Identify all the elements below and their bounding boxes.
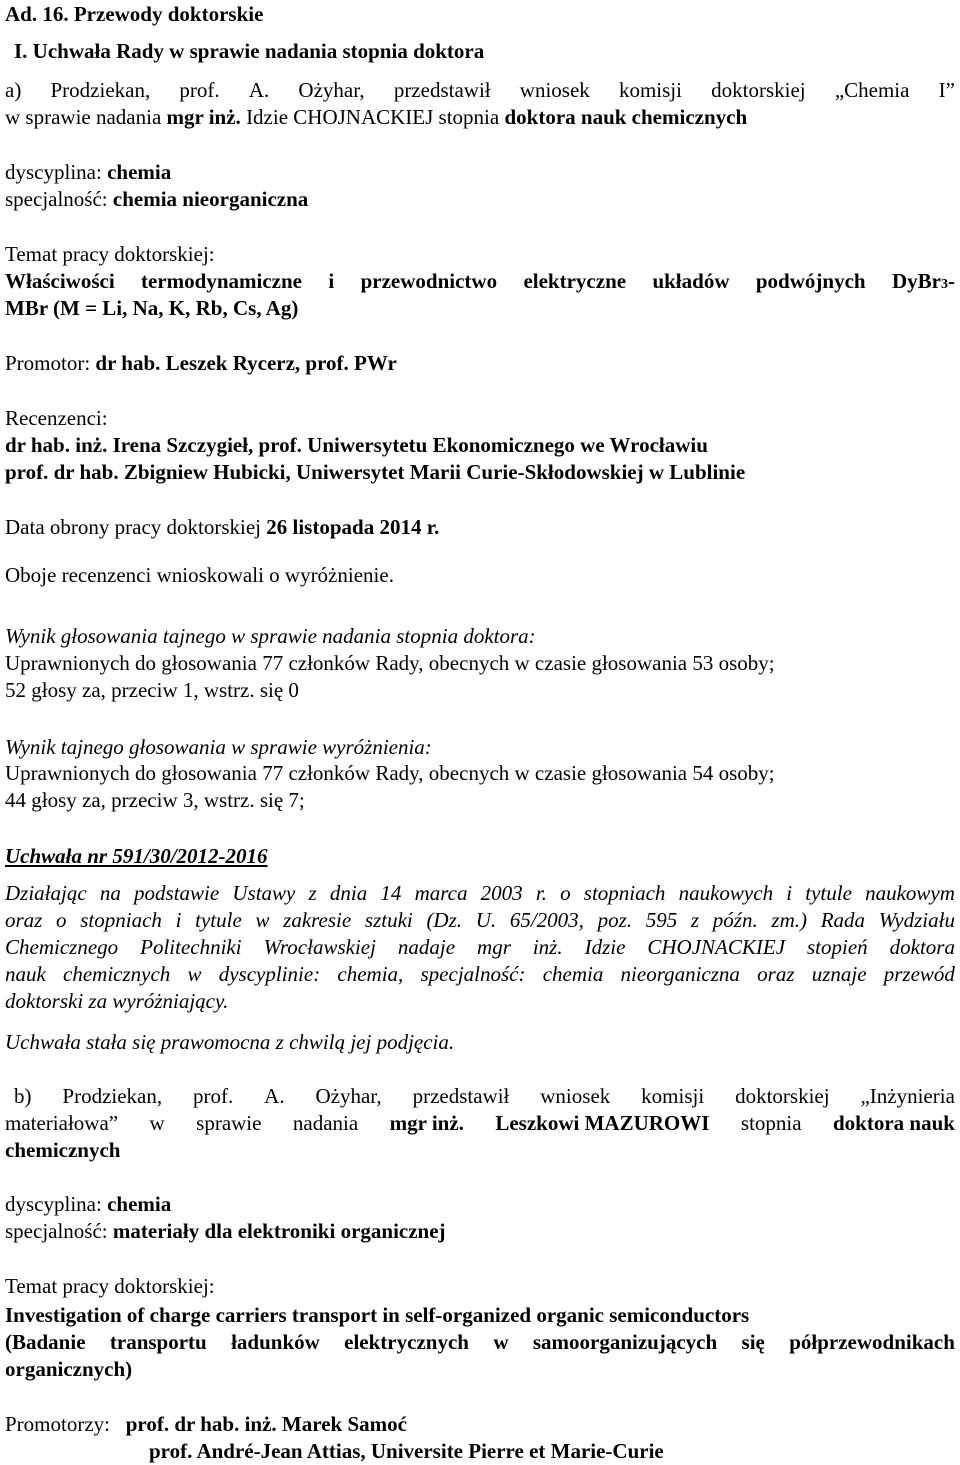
promotors-b: Promotorzy: prof. dr hab. inż. Marek Samoć (5, 1412, 407, 1436)
word: „Chemia (834, 78, 910, 102)
promotor-b-2: prof. André-Jean Attias, Universite Pierre et Marie-Curie (149, 1439, 664, 1463)
word: DyBr3- (891, 269, 955, 293)
word: 2003 (480, 881, 523, 905)
vote1-line1: Uprawnionych do głosowania 77 członków Rady, obecnych w czasie głosowania 53 osoby; (5, 651, 775, 675)
word: doktora nauk (833, 1111, 955, 1135)
vote2-line1: Uprawnionych do głosowania 77 członków Rady, obecnych w czasie głosowania 54 osoby; (5, 761, 775, 785)
word: 595 (645, 908, 678, 932)
word: w (149, 1111, 165, 1135)
discipline-b: dyscyplina: chemia (5, 1192, 172, 1216)
word: doktorskiej (711, 78, 806, 102)
word: Ustawy (232, 881, 296, 905)
topic-label-a: Temat pracy doktorskiej: (5, 242, 215, 266)
resolution-line3 (5, 934, 955, 960)
final-note: Uchwała stała się prawomocna z chwilą jej podjęcia. (5, 1030, 455, 1054)
word: Właściwości (5, 269, 115, 293)
word: Wydziału (878, 908, 955, 932)
word: układów (652, 269, 730, 293)
word: U. (475, 908, 497, 932)
specialty-b: specjalność: materiały dla elektroniki organicznej (5, 1219, 446, 1243)
section-title: I. Uchwała Rady w sprawie nadania stopnia doktora (14, 39, 485, 63)
word: A. (248, 78, 270, 102)
word: nadania (292, 1111, 359, 1135)
word: sztuki (364, 908, 413, 932)
specialty-a: specjalność: chemia nieorganiczna (5, 187, 309, 211)
word: ładunków (231, 1330, 320, 1354)
word: z (690, 908, 700, 932)
word: i (328, 269, 335, 293)
vote1-line2: 52 głosy za, przeciw 1, wstrz. się 0 (5, 678, 299, 702)
topic-a-line2: MBr (M = Li, Na, K, Rb, Cs, Ag) (5, 296, 299, 320)
word: uznaje (811, 962, 867, 986)
word: b) (14, 1084, 32, 1108)
topic-b-line3: organicznych) (5, 1357, 133, 1381)
topic-a-line1 (5, 268, 955, 298)
word: półprzewodnikach (789, 1330, 955, 1354)
word: poz. (597, 908, 633, 932)
word: Działając (5, 881, 87, 905)
word: termodynamiczne (141, 269, 302, 293)
word: mgr (477, 935, 511, 959)
word: samoorganizujących (532, 1330, 718, 1354)
word: nauk (5, 962, 46, 986)
word: CHOJNACKIEJ (647, 935, 786, 959)
word: i (175, 908, 182, 932)
word: A. (264, 1084, 285, 1108)
word: prof. (179, 78, 220, 102)
word: chemicznych (63, 962, 171, 986)
vote1-title: Wynik głosowania tajnego w sprawie nadania stopnia doktora: (5, 624, 536, 648)
word: (Badanie (5, 1330, 86, 1354)
word: transportu (109, 1330, 207, 1354)
word: naukowym (865, 881, 955, 905)
word: nieorganiczna (620, 962, 740, 986)
word: inż. (532, 935, 563, 959)
word: dyscyplinie: (218, 962, 321, 986)
reviewer-1: dr hab. inż. Irena Szczygieł, prof. Uniwersytetu Ekonomicznego we Wrocławiu (5, 433, 708, 457)
word: przedstawił (412, 1084, 510, 1108)
word: chemia, (337, 962, 404, 986)
word: elektryczne (523, 269, 627, 293)
vote2-line2: 44 głosy za, przeciw 3, wstrz. się 7; (5, 788, 305, 812)
resolution-line5: doktorski za wyróżniający. (5, 989, 229, 1013)
word: Ożyhar, (315, 1084, 382, 1108)
heading: Ad. 16. Przewody doktorskie (5, 2, 264, 26)
word: tytule (805, 881, 852, 905)
word: przedstawił (393, 78, 491, 102)
word: komisji (618, 78, 682, 102)
word: doktorskiej (735, 1084, 830, 1108)
word: mgr inż. (389, 1111, 464, 1135)
word: sprawie (196, 1111, 262, 1135)
word: marca (414, 881, 468, 905)
word: zakresie (283, 908, 352, 932)
word: w (187, 962, 202, 986)
word: Prodziekan, (62, 1084, 163, 1108)
resolution-line1 (5, 880, 955, 906)
word: chemia (542, 962, 604, 986)
word: elektrycznych (344, 1330, 469, 1354)
word: Ożyhar, (298, 78, 365, 102)
word: podstawie (134, 881, 220, 905)
word: podwójnych (755, 269, 866, 293)
word: oraz (5, 908, 43, 932)
word: Wrocławskiej (263, 935, 376, 959)
word: (Dz. (426, 908, 463, 932)
word: stopniach (583, 881, 666, 905)
discipline-a: dyscyplina: chemia (5, 160, 172, 184)
word: się (741, 1330, 765, 1354)
word: a) (5, 78, 22, 102)
topic-label-b: Temat pracy doktorskiej: (5, 1274, 215, 1298)
section-a-intro-line1 (5, 77, 955, 103)
word: doktora (889, 935, 955, 959)
word: r. (535, 881, 547, 905)
word: w (493, 1330, 509, 1354)
word: naukowych (678, 881, 774, 905)
subscript: 3 (940, 277, 948, 292)
word: przewód (883, 962, 955, 986)
word: materiałowa” (5, 1111, 119, 1135)
resolution-line2 (5, 907, 955, 933)
vote2-title: Wynik tajnego głosowania w sprawie wyróżnienia: (5, 735, 432, 759)
word: zm.) (771, 908, 808, 932)
word: wniosek (540, 1084, 611, 1108)
defense-date: Data obrony pracy doktorskiej 26 listopada 2014 r. (5, 515, 440, 539)
section-b-intro-line2 (5, 1110, 955, 1136)
word: wniosek (519, 78, 590, 102)
word: komisji (641, 1084, 705, 1108)
word: o (56, 908, 67, 932)
word: o (560, 881, 571, 905)
word: dnia (329, 881, 368, 905)
word: 14 (380, 881, 402, 905)
word: na (99, 881, 121, 905)
dash: - (947, 269, 955, 293)
word: i (786, 881, 793, 905)
word: Idzie (584, 935, 626, 959)
word: z (308, 881, 317, 905)
word: stopnia (740, 1111, 802, 1135)
section-a-intro-line2: w sprawie nadania mgr inż. Idzie CHOJNACKIEJ stopnia doktora nauk chemicznych (5, 105, 748, 129)
topic-b-line2 (5, 1329, 955, 1355)
resolution-line4 (5, 961, 955, 987)
word: 65/2003, (509, 908, 584, 932)
topic-b-line1: Investigation of charge carriers transport in self-organized organic semiconductors (5, 1303, 750, 1327)
word: w (255, 908, 270, 932)
word: oraz (757, 962, 795, 986)
word: specjalność: (420, 962, 526, 986)
word: prof. (193, 1084, 234, 1108)
promotor-a: Promotor: dr hab. Leszek Rycerz, prof. PWr (5, 351, 397, 375)
word: Prodziekan, (50, 78, 151, 102)
word: Politechniki (140, 935, 242, 959)
word: Chemicznego (5, 935, 119, 959)
word: nadaje (397, 935, 456, 959)
word: późn. (712, 908, 758, 932)
resolution-title: Uchwała nr 591/30/2012-2016 (5, 844, 268, 868)
word: I” (938, 78, 955, 102)
word: „Inżynieria (860, 1084, 955, 1108)
word: Rada (820, 908, 866, 932)
section-b-intro-line3: chemicznych (5, 1138, 121, 1162)
reviewers-note: Oboje recenzenci wnioskowali o wyróżnienie. (5, 563, 394, 587)
word: tytule (195, 908, 242, 932)
word: Leszkowi MAZUROWI (495, 1111, 710, 1135)
reviewers-label-a: Recenzenci: (5, 406, 108, 430)
section-b-intro-line1 (14, 1083, 955, 1109)
reviewer-2: prof. dr hab. Zbigniew Hubicki, Uniwersytet Marii Curie-Skłodowskiej w Lublinie (5, 460, 746, 484)
word: przewodnictwo (360, 269, 498, 293)
word: stopniach (80, 908, 162, 932)
word: stopień (807, 935, 868, 959)
